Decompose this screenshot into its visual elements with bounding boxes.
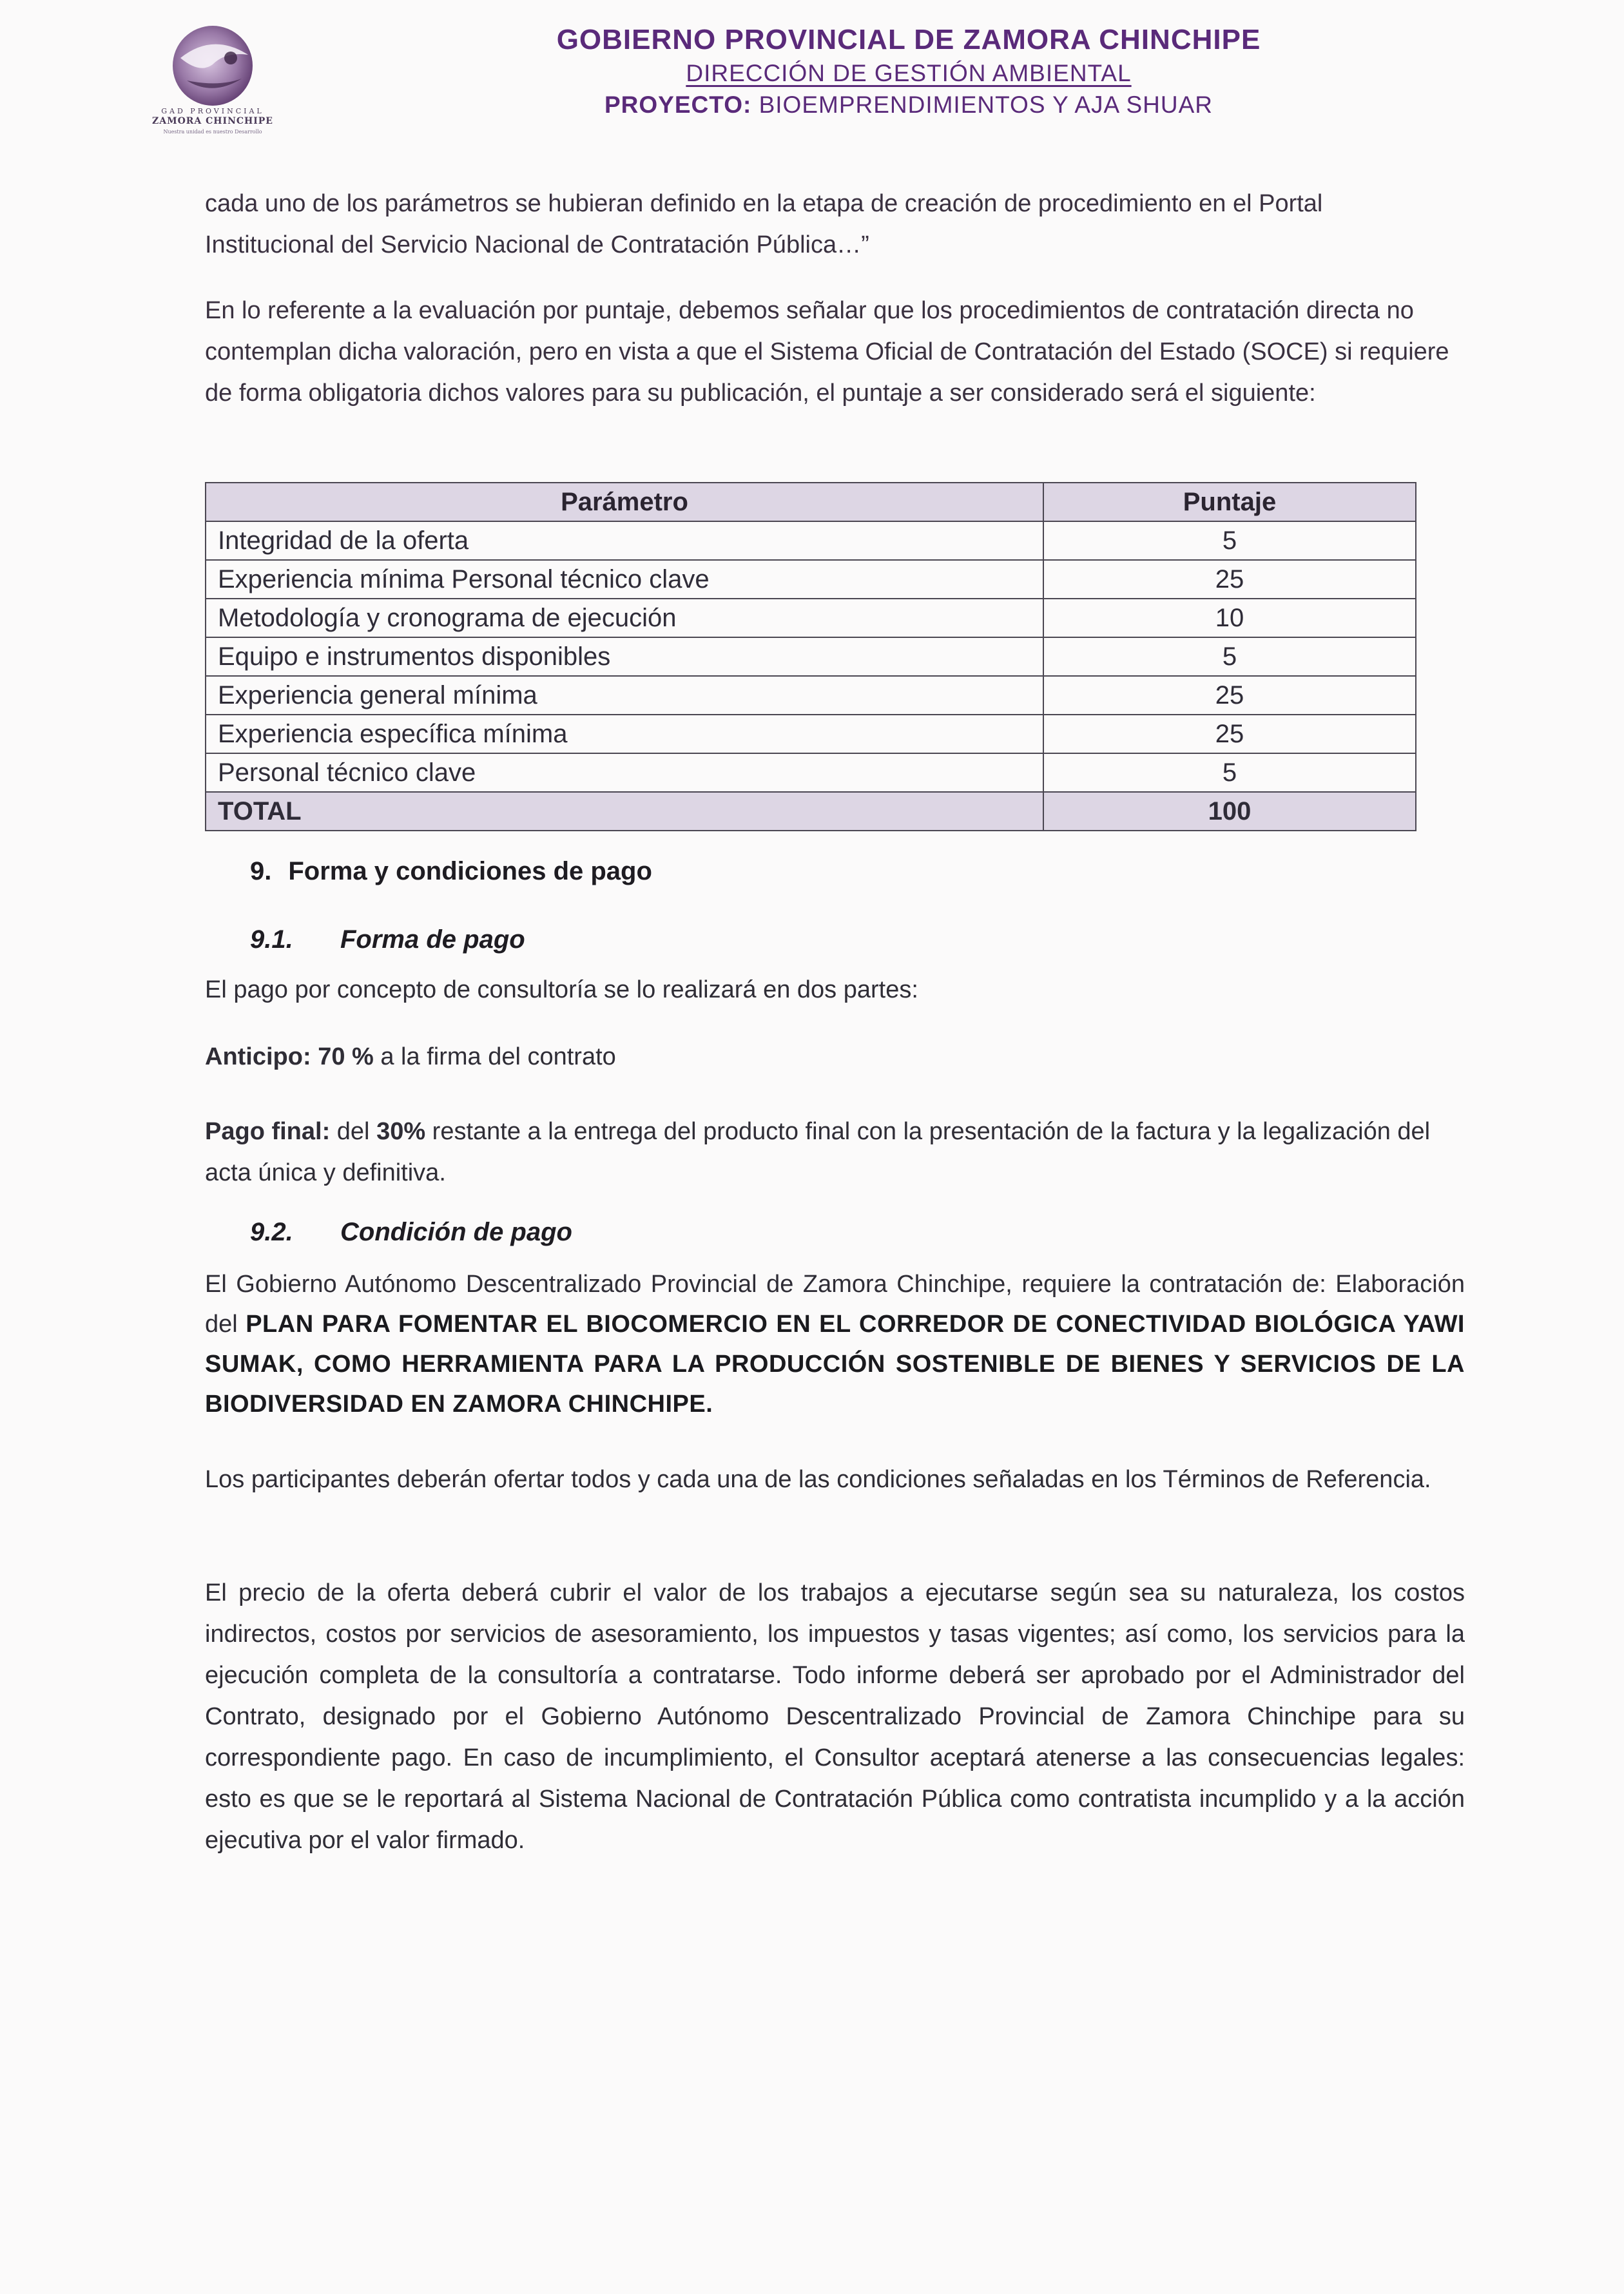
- score-cell: 25: [1043, 560, 1416, 599]
- letterhead: [361, 22, 1456, 121]
- quote-paragraph: [205, 183, 1465, 265]
- score-table: [205, 482, 1416, 831]
- table-row: [206, 560, 1416, 599]
- payment-condition-paragraph: [205, 1264, 1465, 1424]
- table-row: [206, 676, 1416, 715]
- header-score: Puntaje: [1043, 483, 1416, 521]
- project-label: PROYECTO:: [604, 92, 752, 118]
- plan-title: PLAN PARA FOMENTAR EL BIOCOMERCIO EN EL CORREDOR DE CONECTIVIDAD BIOLÓGICA YAWI SUMAK, COMO HERRAMIENTA PARA LA PRODUCCIÓN SOSTENIBLE DE BIENES Y SERVICIOS DE LA BIODIVERSIDAD EN ZAMORA CHINCHIPE.: [205, 1311, 1465, 1418]
- section-title: Forma y condiciones de pago: [288, 857, 652, 885]
- final-percent: 30%: [376, 1118, 426, 1145]
- payment-method-text: El pago por concepto de consultoría se lo realizará en dos partes:: [205, 976, 918, 1003]
- parameter-cell: Integridad de la oferta: [206, 521, 1043, 560]
- table-header-row: [206, 483, 1416, 521]
- score-cell: 25: [1043, 715, 1416, 753]
- subsection-heading-9-2: [250, 1218, 572, 1247]
- score-cell: 5: [1043, 637, 1416, 676]
- score-cell: 25: [1043, 676, 1416, 715]
- subsection-title: Condición de pago: [340, 1218, 572, 1246]
- logo-name-text: ZAMORA CHINCHIPE: [152, 116, 273, 126]
- final-payment-paragraph: [205, 1111, 1465, 1193]
- total-label-cell: TOTAL: [206, 792, 1043, 831]
- project-name: BIOEMPRENDIMIENTOS Y AJA SHUAR: [759, 92, 1213, 118]
- quote-line-2: Institucional del Servicio Nacional de Contratación Pública…”: [205, 231, 869, 258]
- parameter-cell: Personal técnico clave: [206, 753, 1043, 792]
- quote-line-1: cada uno de los parámetros se hubieran definido en la etapa de creación de procedimiento en el Portal: [205, 190, 1323, 217]
- final-text-a: del: [330, 1118, 377, 1145]
- participants-paragraph: Los participantes deberán ofertar todos y cada una de las condiciones señaladas en los Términos de Referencia.: [205, 1466, 1431, 1493]
- advance-text: a la firma del contrato: [373, 1043, 616, 1070]
- table-row: [206, 599, 1416, 637]
- institution-logo: [116, 19, 309, 148]
- score-cell: 5: [1043, 753, 1416, 792]
- letterhead-subtitle: DIRECCIÓN DE GESTIÓN AMBIENTAL: [686, 60, 1132, 86]
- table-total-row: [206, 792, 1416, 831]
- letterhead-title: GOBIERNO PROVINCIAL DE ZAMORA CHINCHIPE: [556, 24, 1261, 55]
- subsection-title: Forma de pago: [340, 925, 525, 954]
- parameter-cell: Metodología y cronograma de ejecución: [206, 599, 1043, 637]
- final-label: Pago final:: [205, 1118, 331, 1145]
- logo-small-text: GAD PROVINCIAL: [161, 107, 264, 115]
- total-value-cell: 100: [1043, 792, 1416, 831]
- advance-label: Anticipo: 70 %: [205, 1043, 374, 1070]
- parameter-cell: Experiencia específica mínima: [206, 715, 1043, 753]
- parameter-cell: Experiencia mínima Personal técnico clave: [206, 560, 1043, 599]
- section-number: 9.: [250, 857, 272, 885]
- score-cell: 10: [1043, 599, 1416, 637]
- parameter-cell: Experiencia general mínima: [206, 676, 1043, 715]
- subsection-number: 9.1.: [250, 925, 293, 954]
- evaluation-paragraph: En lo referente a la evaluación por puntaje, debemos señalar que los procedimientos de contratación directa no contemplan dicha valoración, pero en vista a que el Sistema Oficial de Contratación del Estado (SOCE) si requiere de forma obligatoria dichos valores para su publicación, el puntaje a ser considerado será el siguiente:: [205, 297, 1449, 407]
- letterhead-project: [361, 89, 1456, 121]
- price-paragraph: El precio de la oferta deberá cubrir el valor de los trabajos a ejecutarse según sea su naturaleza, los costos indirectos, costos por servicios de asesoramiento, los impuestos y tasas vigentes; así como, los servicios para la ejecución completa de la consultoría a contratarse. Todo informe deberá ser aprobado por el Administrador del Contrato, designado por el Gobierno Autónomo Descentralizado Provincial de Zamora Chinchipe para su correspondiente pago. En caso de incumplimiento, el Consultor aceptará atenerse a las consecuencias legales: esto es que se le reportará al Sistema Nacional de Contratación Pública como contratista incumplido y a la acción ejecutiva por el valor firmado.: [205, 1579, 1465, 1854]
- parameter-cell: Equipo e instrumentos disponibles: [206, 637, 1043, 676]
- table-row: [206, 715, 1416, 753]
- table-row: [206, 637, 1416, 676]
- table-row: [206, 521, 1416, 560]
- subsection-number: 9.2.: [250, 1218, 293, 1246]
- header-parameter: Parámetro: [206, 483, 1043, 521]
- section-heading: [250, 857, 652, 886]
- final-text-b: restante a la entrega del producto final con la presentación de la factura y la legalización del acta única y definitiva.: [205, 1118, 1431, 1186]
- score-cell: 5: [1043, 521, 1416, 560]
- logo-motto-text: Nuestra unidad es nuestro Desarrollo: [163, 129, 262, 135]
- advance-payment-line: [205, 1036, 1465, 1077]
- subsection-heading-9-1: [250, 925, 525, 954]
- condition-intro-text: El Gobierno Autónomo Descentralizado Provincial de Zamora Chinchipe, requiere la contratación de: Elaboración del: [205, 1271, 1465, 1338]
- table-row: [206, 753, 1416, 792]
